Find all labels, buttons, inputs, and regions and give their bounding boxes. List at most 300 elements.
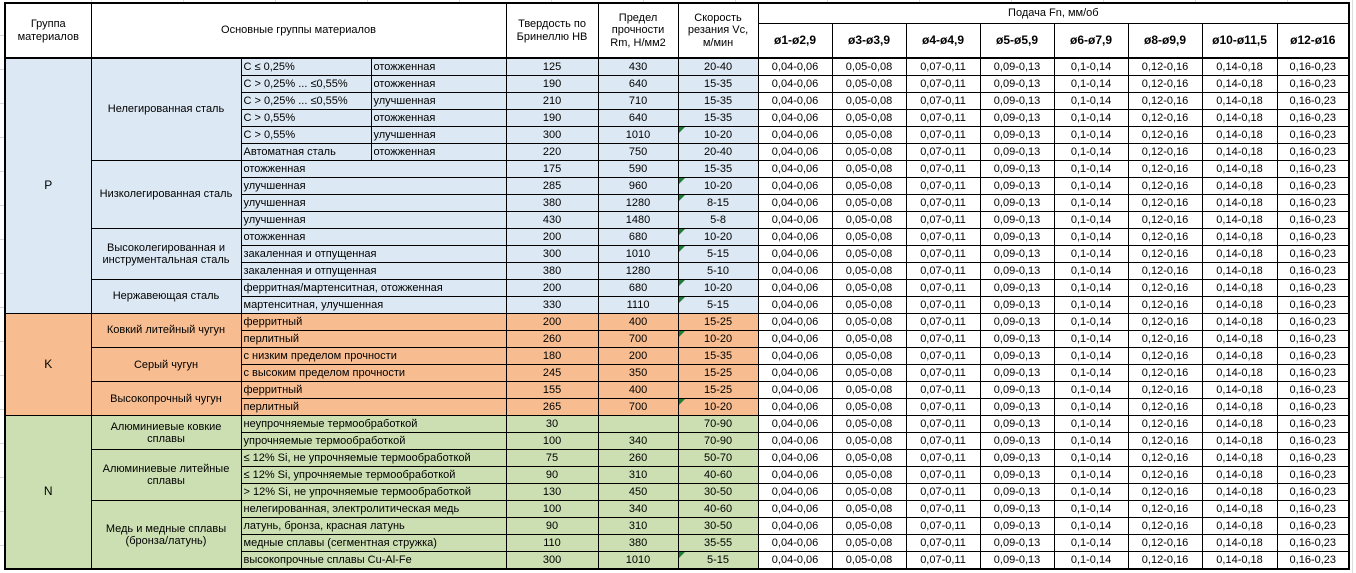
feed-cell: 0,14-0,18 <box>1202 382 1277 399</box>
feed-cell: 0,05-0,08 <box>832 75 906 92</box>
feed-cell: 0,09-0,13 <box>980 313 1054 330</box>
feed-cell: 0,16-0,23 <box>1277 177 1349 194</box>
feed-cell: 0,12-0,16 <box>1128 348 1202 365</box>
feed-cell: 0,12-0,16 <box>1128 177 1202 194</box>
strength-cell: 680 <box>598 279 678 296</box>
feed-cell: 0,07-0,11 <box>906 399 980 416</box>
feed-cell: 0,12-0,16 <box>1128 296 1202 313</box>
feed-cell: 0,09-0,13 <box>980 416 1054 433</box>
feed-cell: 0,14-0,18 <box>1202 433 1277 450</box>
speed-cell: 40-60 <box>678 501 758 518</box>
speed-cell: 70-90 <box>678 416 758 433</box>
group-letter-cell: N <box>5 416 91 569</box>
feed-cell: 0,12-0,16 <box>1128 92 1202 109</box>
strength-cell: 1010 <box>598 245 678 262</box>
feed-cell: 0,14-0,18 <box>1202 262 1277 279</box>
strength-cell: 310 <box>598 518 678 535</box>
feed-cell: 0,1-0,14 <box>1054 331 1128 348</box>
feed-cell: 0,12-0,16 <box>1128 279 1202 296</box>
feed-cell: 0,14-0,18 <box>1202 313 1277 330</box>
material-state-cell: с низким пределом прочности <box>241 348 506 365</box>
subgroup-name-cell: Серый чугун <box>91 348 241 382</box>
feed-cell: 0,04-0,06 <box>758 501 832 518</box>
speed-cell: 10-20 <box>678 399 758 416</box>
hardness-cell: 155 <box>506 382 598 399</box>
feed-cell: 0,07-0,11 <box>906 296 980 313</box>
strength-cell: 960 <box>598 177 678 194</box>
feed-cell: 0,12-0,16 <box>1128 382 1202 399</box>
feed-cell: 0,07-0,11 <box>906 211 980 228</box>
feed-cell: 0,04-0,06 <box>758 365 832 382</box>
feed-cell: 0,05-0,08 <box>832 296 906 313</box>
feed-cell: 0,16-0,23 <box>1277 348 1349 365</box>
feed-cell: 0,04-0,06 <box>758 535 832 552</box>
feed-cell: 0,12-0,16 <box>1128 467 1202 484</box>
subgroup-name-cell: Низколегированная сталь <box>91 160 241 228</box>
feed-cell: 0,1-0,14 <box>1054 75 1128 92</box>
feed-cell: 0,05-0,08 <box>832 177 906 194</box>
feed-cell: 0,04-0,06 <box>758 331 832 348</box>
feed-cell: 0,14-0,18 <box>1202 484 1277 501</box>
feed-cell: 0,14-0,18 <box>1202 92 1277 109</box>
feed-cell: 0,16-0,23 <box>1277 467 1349 484</box>
feed-cell: 0,1-0,14 <box>1054 450 1128 467</box>
material-state-cell: перлитный <box>241 331 506 348</box>
speed-cell: 15-25 <box>678 313 758 330</box>
feed-cell: 0,07-0,11 <box>906 279 980 296</box>
strength-cell: 380 <box>598 535 678 552</box>
header-brinell-hardness: Твердость по Бринеллю HB <box>506 3 598 58</box>
feed-cell: 0,04-0,06 <box>758 160 832 177</box>
feed-cell: 0,12-0,16 <box>1128 160 1202 177</box>
speed-cell: 15-35 <box>678 348 758 365</box>
feed-cell: 0,1-0,14 <box>1054 518 1128 535</box>
feed-cell: 0,14-0,18 <box>1202 160 1277 177</box>
hardness-cell: 285 <box>506 177 598 194</box>
cutting-data-table <box>4 2 1350 570</box>
feed-cell: 0,1-0,14 <box>1054 535 1128 552</box>
material-state-cell: медные сплавы (сегментная стружка) <box>241 535 506 552</box>
strength-cell: 1280 <box>598 194 678 211</box>
strength-cell: 640 <box>598 75 678 92</box>
feed-cell: 0,09-0,13 <box>980 296 1054 313</box>
header-feed-group: Подача Fn, мм/об <box>758 3 1349 23</box>
feed-cell: 0,12-0,16 <box>1128 228 1202 245</box>
feed-cell: 0,05-0,08 <box>832 126 906 143</box>
hardness-cell: 110 <box>506 535 598 552</box>
material-state-cell: отожженная <box>371 109 506 126</box>
feed-cell: 0,16-0,23 <box>1277 365 1349 382</box>
feed-cell: 0,16-0,23 <box>1277 552 1349 569</box>
feed-cell: 0,12-0,16 <box>1128 313 1202 330</box>
feed-cell: 0,1-0,14 <box>1054 467 1128 484</box>
feed-cell: 0,1-0,14 <box>1054 313 1128 330</box>
feed-cell: 0,12-0,16 <box>1128 535 1202 552</box>
feed-cell: 0,07-0,11 <box>906 245 980 262</box>
hardness-cell: 220 <box>506 143 598 160</box>
feed-cell: 0,05-0,08 <box>832 416 906 433</box>
feed-cell: 0,05-0,08 <box>832 228 906 245</box>
feed-cell: 0,04-0,06 <box>758 484 832 501</box>
material-state-cell: отожженная <box>371 75 506 92</box>
feed-cell: 0,07-0,11 <box>906 501 980 518</box>
feed-cell: 0,12-0,16 <box>1128 331 1202 348</box>
feed-cell: 0,16-0,23 <box>1277 211 1349 228</box>
strength-cell: 340 <box>598 433 678 450</box>
hardness-cell: 90 <box>506 518 598 535</box>
feed-cell: 0,09-0,13 <box>980 58 1054 75</box>
material-state-cell: ≤ 12% Si, не упрочняемые термообработкой <box>241 450 506 467</box>
feed-cell: 0,1-0,14 <box>1054 194 1128 211</box>
strength-cell: 200 <box>598 348 678 365</box>
strength-cell: 350 <box>598 365 678 382</box>
feed-cell: 0,04-0,06 <box>758 143 832 160</box>
feed-cell: 0,12-0,16 <box>1128 143 1202 160</box>
header-main-material-groups: Основные группы материалов <box>91 3 506 58</box>
table-row <box>5 313 1349 330</box>
feed-cell: 0,14-0,18 <box>1202 228 1277 245</box>
feed-cell: 0,09-0,13 <box>980 279 1054 296</box>
feed-cell: 0,07-0,11 <box>906 382 980 399</box>
feed-cell: 0,14-0,18 <box>1202 296 1277 313</box>
speed-cell: 15-35 <box>678 109 758 126</box>
subgroup-name-cell: Ковкий литейный чугун <box>91 313 241 347</box>
material-qualifier-cell: C > 0,25% ... ≤0,55% <box>241 92 371 109</box>
feed-cell: 0,14-0,18 <box>1202 365 1277 382</box>
feed-cell: 0,04-0,06 <box>758 58 832 75</box>
speed-cell: 5-15 <box>678 296 758 313</box>
feed-cell: 0,14-0,18 <box>1202 126 1277 143</box>
strength-cell: 1480 <box>598 211 678 228</box>
material-qualifier-cell: C > 0,25% ... ≤0,55% <box>241 75 371 92</box>
feed-cell: 0,09-0,13 <box>980 484 1054 501</box>
feed-cell: 0,04-0,06 <box>758 177 832 194</box>
strength-cell: 750 <box>598 143 678 160</box>
material-state-cell: закаленная и отпущенная <box>241 262 506 279</box>
feed-cell: 0,1-0,14 <box>1054 365 1128 382</box>
strength-cell: 1010 <box>598 552 678 569</box>
table-row <box>5 501 1349 518</box>
header-diameter-col: ø6-ø7,9 <box>1054 23 1128 58</box>
feed-cell: 0,07-0,11 <box>906 109 980 126</box>
material-state-cell: латунь, бронза, красная латунь <box>241 518 506 535</box>
feed-cell: 0,1-0,14 <box>1054 382 1128 399</box>
feed-cell: 0,04-0,06 <box>758 552 832 569</box>
table-row <box>5 160 1349 177</box>
feed-cell: 0,12-0,16 <box>1128 126 1202 143</box>
speed-cell: 30-50 <box>678 484 758 501</box>
feed-cell: 0,09-0,13 <box>980 518 1054 535</box>
feed-cell: 0,14-0,18 <box>1202 143 1277 160</box>
feed-cell: 0,05-0,08 <box>832 450 906 467</box>
table-row <box>5 382 1349 399</box>
speed-cell: 10-20 <box>678 126 758 143</box>
feed-cell: 0,07-0,11 <box>906 467 980 484</box>
hardness-cell: 75 <box>506 450 598 467</box>
feed-cell: 0,07-0,11 <box>906 433 980 450</box>
feed-cell: 0,09-0,13 <box>980 552 1054 569</box>
header-diameter-col: ø12-ø16 <box>1277 23 1349 58</box>
speed-cell: 50-70 <box>678 450 758 467</box>
feed-cell: 0,1-0,14 <box>1054 399 1128 416</box>
feed-cell: 0,12-0,16 <box>1128 518 1202 535</box>
feed-cell: 0,09-0,13 <box>980 348 1054 365</box>
material-state-cell: ≤ 12% Si, упрочняемые термообработкой <box>241 467 506 484</box>
material-state-cell: улучшенная <box>371 92 506 109</box>
feed-cell: 0,09-0,13 <box>980 211 1054 228</box>
feed-cell: 0,16-0,23 <box>1277 262 1349 279</box>
material-state-cell: отожженная <box>371 58 506 75</box>
feed-cell: 0,1-0,14 <box>1054 58 1128 75</box>
speed-cell: 5-10 <box>678 262 758 279</box>
speed-cell: 15-25 <box>678 382 758 399</box>
feed-cell: 0,05-0,08 <box>832 348 906 365</box>
header-diameter-col: ø1-ø2,9 <box>758 23 832 58</box>
table-row <box>5 450 1349 467</box>
hardness-cell: 200 <box>506 313 598 330</box>
feed-cell: 0,05-0,08 <box>832 518 906 535</box>
feed-cell: 0,07-0,11 <box>906 58 980 75</box>
material-qualifier-cell: C > 0,55% <box>241 126 371 143</box>
hardness-cell: 300 <box>506 552 598 569</box>
header-row-top <box>5 3 1349 23</box>
feed-cell: 0,1-0,14 <box>1054 348 1128 365</box>
feed-cell: 0,14-0,18 <box>1202 348 1277 365</box>
feed-cell: 0,09-0,13 <box>980 433 1054 450</box>
subgroup-name-cell: Высоколегированная и инструментальная сталь <box>91 228 241 279</box>
feed-cell: 0,12-0,16 <box>1128 365 1202 382</box>
feed-cell: 0,07-0,11 <box>906 262 980 279</box>
feed-cell: 0,07-0,11 <box>906 348 980 365</box>
subgroup-name-cell: Медь и медные сплавы (бронза/латунь) <box>91 501 241 569</box>
feed-cell: 0,09-0,13 <box>980 365 1054 382</box>
feed-cell: 0,12-0,16 <box>1128 194 1202 211</box>
feed-cell: 0,04-0,06 <box>758 433 832 450</box>
feed-cell: 0,05-0,08 <box>832 313 906 330</box>
material-state-cell: улучшенная <box>371 126 506 143</box>
feed-cell: 0,16-0,23 <box>1277 58 1349 75</box>
group-letter-cell: K <box>5 313 91 415</box>
feed-cell: 0,05-0,08 <box>832 279 906 296</box>
feed-cell: 0,12-0,16 <box>1128 245 1202 262</box>
header-diameter-col: ø4-ø4,9 <box>906 23 980 58</box>
strength-cell: 1280 <box>598 262 678 279</box>
speed-cell: 40-60 <box>678 467 758 484</box>
material-state-cell: ферритный <box>241 382 506 399</box>
feed-cell: 0,12-0,16 <box>1128 58 1202 75</box>
header-diameter-col: ø8-ø9,9 <box>1128 23 1202 58</box>
feed-cell: 0,07-0,11 <box>906 194 980 211</box>
feed-cell: 0,05-0,08 <box>832 433 906 450</box>
feed-cell: 0,12-0,16 <box>1128 416 1202 433</box>
material-state-cell: улучшенная <box>241 177 506 194</box>
feed-cell: 0,16-0,23 <box>1277 450 1349 467</box>
feed-cell: 0,14-0,18 <box>1202 450 1277 467</box>
hardness-cell: 380 <box>506 262 598 279</box>
feed-cell: 0,05-0,08 <box>832 211 906 228</box>
feed-cell: 0,09-0,13 <box>980 245 1054 262</box>
hardness-cell: 200 <box>506 228 598 245</box>
feed-cell: 0,16-0,23 <box>1277 143 1349 160</box>
feed-cell: 0,07-0,11 <box>906 331 980 348</box>
feed-cell: 0,14-0,18 <box>1202 58 1277 75</box>
feed-cell: 0,04-0,06 <box>758 75 832 92</box>
subgroup-name-cell: Нержавеющая сталь <box>91 279 241 313</box>
feed-cell: 0,1-0,14 <box>1054 433 1128 450</box>
feed-cell: 0,14-0,18 <box>1202 109 1277 126</box>
speed-cell: 10-20 <box>678 228 758 245</box>
feed-cell: 0,16-0,23 <box>1277 109 1349 126</box>
feed-cell: 0,1-0,14 <box>1054 160 1128 177</box>
material-qualifier-cell: C ≤ 0,25% <box>241 58 371 75</box>
feed-cell: 0,05-0,08 <box>832 331 906 348</box>
feed-cell: 0,14-0,18 <box>1202 399 1277 416</box>
feed-cell: 0,07-0,11 <box>906 126 980 143</box>
feed-cell: 0,16-0,23 <box>1277 228 1349 245</box>
hardness-cell: 265 <box>506 399 598 416</box>
feed-cell: 0,05-0,08 <box>832 382 906 399</box>
hardness-cell: 180 <box>506 348 598 365</box>
feed-cell: 0,09-0,13 <box>980 177 1054 194</box>
feed-cell: 0,16-0,23 <box>1277 416 1349 433</box>
feed-cell: 0,1-0,14 <box>1054 92 1128 109</box>
subgroup-name-cell: Алюминиевые литейные сплавы <box>91 450 241 501</box>
hardness-cell: 380 <box>506 194 598 211</box>
feed-cell: 0,09-0,13 <box>980 228 1054 245</box>
material-state-cell: > 12% Si, не упрочняемые термообработкой <box>241 484 506 501</box>
feed-cell: 0,04-0,06 <box>758 228 832 245</box>
feed-cell: 0,12-0,16 <box>1128 552 1202 569</box>
feed-cell: 0,05-0,08 <box>832 262 906 279</box>
material-state-cell: высокопрочные сплавы Cu-Al-Fe <box>241 552 506 569</box>
feed-cell: 0,14-0,18 <box>1202 331 1277 348</box>
feed-cell: 0,04-0,06 <box>758 296 832 313</box>
feed-cell: 0,12-0,16 <box>1128 75 1202 92</box>
material-state-cell: с высоким пределом прочности <box>241 365 506 382</box>
feed-cell: 0,04-0,06 <box>758 194 832 211</box>
feed-cell: 0,09-0,13 <box>980 450 1054 467</box>
speed-cell: 15-35 <box>678 92 758 109</box>
feed-cell: 0,07-0,11 <box>906 228 980 245</box>
speed-cell: 5-15 <box>678 552 758 569</box>
material-state-cell: неупрочняемые термообработкой <box>241 416 506 433</box>
feed-cell: 0,09-0,13 <box>980 262 1054 279</box>
speed-cell: 35-55 <box>678 535 758 552</box>
speed-cell: 15-25 <box>678 365 758 382</box>
material-state-cell: отожженная <box>241 228 506 245</box>
header-diameter-col: ø3-ø3,9 <box>832 23 906 58</box>
feed-cell: 0,12-0,16 <box>1128 109 1202 126</box>
hardness-cell: 330 <box>506 296 598 313</box>
feed-cell: 0,04-0,06 <box>758 245 832 262</box>
feed-cell: 0,1-0,14 <box>1054 262 1128 279</box>
feed-cell: 0,07-0,11 <box>906 535 980 552</box>
hardness-cell: 190 <box>506 109 598 126</box>
feed-cell: 0,14-0,18 <box>1202 467 1277 484</box>
excel-gridline-right <box>1352 0 1353 573</box>
feed-cell: 0,1-0,14 <box>1054 177 1128 194</box>
hardness-cell: 130 <box>506 484 598 501</box>
material-state-cell: улучшенная <box>241 194 506 211</box>
hardness-cell: 430 <box>506 211 598 228</box>
feed-cell: 0,09-0,13 <box>980 382 1054 399</box>
hardness-cell: 190 <box>506 75 598 92</box>
feed-cell: 0,05-0,08 <box>832 535 906 552</box>
feed-cell: 0,05-0,08 <box>832 92 906 109</box>
strength-cell: 400 <box>598 313 678 330</box>
feed-cell: 0,05-0,08 <box>832 467 906 484</box>
feed-cell: 0,09-0,13 <box>980 160 1054 177</box>
feed-cell: 0,07-0,11 <box>906 92 980 109</box>
header-diameter-col: ø5-ø5,9 <box>980 23 1054 58</box>
feed-cell: 0,09-0,13 <box>980 126 1054 143</box>
feed-cell: 0,09-0,13 <box>980 399 1054 416</box>
hardness-cell: 260 <box>506 331 598 348</box>
feed-cell: 0,16-0,23 <box>1277 194 1349 211</box>
strength-cell: 260 <box>598 450 678 467</box>
table-row <box>5 228 1349 245</box>
header-material-group: Группа материалов <box>5 3 91 58</box>
material-state-cell: отожженная <box>241 160 506 177</box>
feed-cell: 0,14-0,18 <box>1202 177 1277 194</box>
feed-cell: 0,14-0,18 <box>1202 535 1277 552</box>
feed-cell: 0,05-0,08 <box>832 109 906 126</box>
feed-cell: 0,09-0,13 <box>980 331 1054 348</box>
speed-cell: 20-40 <box>678 143 758 160</box>
material-state-cell: мартенситная, улучшенная <box>241 296 506 313</box>
strength-cell: 450 <box>598 484 678 501</box>
feed-cell: 0,1-0,14 <box>1054 484 1128 501</box>
feed-cell: 0,05-0,08 <box>832 399 906 416</box>
hardness-cell: 300 <box>506 245 598 262</box>
feed-cell: 0,12-0,16 <box>1128 450 1202 467</box>
feed-cell: 0,04-0,06 <box>758 399 832 416</box>
strength-cell: 400 <box>598 382 678 399</box>
feed-cell: 0,09-0,13 <box>980 194 1054 211</box>
feed-cell: 0,16-0,23 <box>1277 535 1349 552</box>
speed-cell: 70-90 <box>678 433 758 450</box>
material-state-cell: нелегированная, электролитическая медь <box>241 501 506 518</box>
material-qualifier-cell: Автоматная сталь <box>241 143 371 160</box>
strength-cell: 310 <box>598 467 678 484</box>
group-letter-cell: P <box>5 58 91 313</box>
feed-cell: 0,1-0,14 <box>1054 501 1128 518</box>
material-state-cell: ферритный <box>241 313 506 330</box>
speed-cell: 10-20 <box>678 331 758 348</box>
feed-cell: 0,16-0,23 <box>1277 245 1349 262</box>
speed-cell: 10-20 <box>678 177 758 194</box>
feed-cell: 0,04-0,06 <box>758 313 832 330</box>
hardness-cell: 245 <box>506 365 598 382</box>
hardness-cell: 30 <box>506 416 598 433</box>
feed-cell: 0,07-0,11 <box>906 518 980 535</box>
material-state-cell: закаленная и отпущенная <box>241 245 506 262</box>
feed-cell: 0,14-0,18 <box>1202 211 1277 228</box>
feed-cell: 0,16-0,23 <box>1277 279 1349 296</box>
hardness-cell: 175 <box>506 160 598 177</box>
material-state-cell: улучшенная <box>241 211 506 228</box>
hardness-cell: 100 <box>506 433 598 450</box>
feed-cell: 0,05-0,08 <box>832 484 906 501</box>
feed-cell: 0,07-0,11 <box>906 143 980 160</box>
feed-cell: 0,07-0,11 <box>906 552 980 569</box>
subgroup-name-cell: Алюминиевые ковкие сплавы <box>91 416 241 450</box>
material-qualifier-cell: C > 0,55% <box>241 109 371 126</box>
feed-cell: 0,04-0,06 <box>758 92 832 109</box>
feed-cell: 0,16-0,23 <box>1277 399 1349 416</box>
feed-cell: 0,07-0,11 <box>906 75 980 92</box>
strength-cell: 700 <box>598 399 678 416</box>
